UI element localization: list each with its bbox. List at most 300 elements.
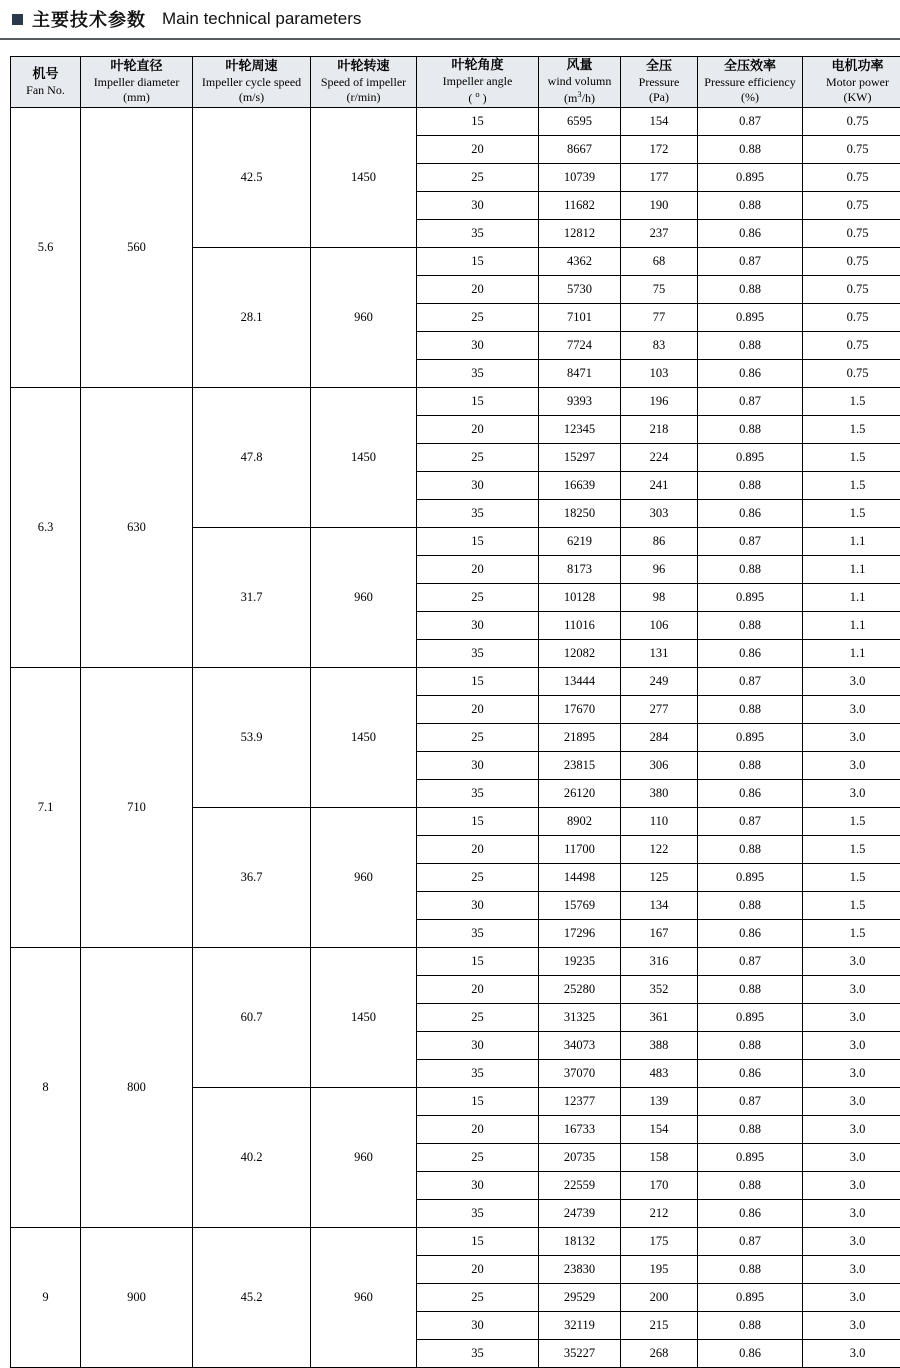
cell-wind-volume: 12812 [539, 220, 621, 248]
column-header-en: Pressure efficiency [700, 75, 800, 90]
cell-wind-volume: 8667 [539, 136, 621, 164]
cell-wind-volume: 6219 [539, 528, 621, 556]
cell-efficiency: 0.88 [698, 556, 803, 584]
cell-motor-power: 1.1 [803, 584, 900, 612]
table-row [11, 668, 900, 696]
cell-efficiency: 0.86 [698, 1200, 803, 1228]
cell-wind-volume: 16733 [539, 1116, 621, 1144]
cell-pressure: 167 [621, 920, 698, 948]
cell-motor-power: 3.0 [803, 1060, 900, 1088]
cell-motor-power: 1.5 [803, 892, 900, 920]
cell-efficiency: 0.86 [698, 640, 803, 668]
cell-efficiency: 0.87 [698, 1228, 803, 1256]
cell-wind-volume: 19235 [539, 948, 621, 976]
cell-angle: 15 [417, 1228, 539, 1256]
cell-pressure: 86 [621, 528, 698, 556]
cell-efficiency: 0.88 [698, 332, 803, 360]
cell-pressure: 154 [621, 108, 698, 136]
table-row [11, 948, 900, 976]
cell-pressure: 77 [621, 304, 698, 332]
column-header-en: Speed of impeller [313, 75, 414, 90]
cell-angle: 15 [417, 1088, 539, 1116]
cell-pressure: 96 [621, 556, 698, 584]
cell-angle: 25 [417, 164, 539, 192]
cell-angle: 20 [417, 416, 539, 444]
cell-wind-volume: 22559 [539, 1172, 621, 1200]
cell-angle: 15 [417, 388, 539, 416]
column-header-unit: (r/min) [313, 90, 414, 105]
cell-cycle-speed: 53.9 [193, 668, 311, 808]
column-header-en: Pressure [623, 75, 695, 90]
cell-pressure: 172 [621, 136, 698, 164]
cell-wind-volume: 10128 [539, 584, 621, 612]
cell-angle: 25 [417, 724, 539, 752]
cell-angle: 25 [417, 444, 539, 472]
cell-motor-power: 3.0 [803, 1144, 900, 1172]
cell-efficiency: 0.895 [698, 584, 803, 612]
cell-angle: 20 [417, 696, 539, 724]
cell-fan-no: 7.1 [11, 668, 81, 948]
cell-wind-volume: 17670 [539, 696, 621, 724]
cell-angle: 25 [417, 1144, 539, 1172]
cell-efficiency: 0.895 [698, 1004, 803, 1032]
cell-wind-volume: 23815 [539, 752, 621, 780]
cell-motor-power: 1.5 [803, 864, 900, 892]
cell-efficiency: 0.87 [698, 1088, 803, 1116]
column-header-4 [417, 57, 539, 108]
column-header-unit: ( $^o$ ) [419, 89, 536, 106]
cell-impeller-speed: 960 [311, 1088, 417, 1228]
cell-efficiency: 0.87 [698, 528, 803, 556]
cell-wind-volume: 16639 [539, 472, 621, 500]
cell-pressure: 175 [621, 1228, 698, 1256]
cell-cycle-speed: 40.2 [193, 1088, 311, 1228]
cell-wind-volume: 13444 [539, 668, 621, 696]
cell-efficiency: 0.88 [698, 892, 803, 920]
cell-wind-volume: 18132 [539, 1228, 621, 1256]
cell-motor-power: 1.5 [803, 808, 900, 836]
cell-motor-power: 0.75 [803, 276, 900, 304]
cell-angle: 15 [417, 528, 539, 556]
cell-motor-power: 3.0 [803, 1004, 900, 1032]
cell-motor-power: 3.0 [803, 752, 900, 780]
cell-wind-volume: 12082 [539, 640, 621, 668]
cell-fan-no: 5.6 [11, 108, 81, 388]
cell-impeller-diameter: 560 [81, 108, 193, 388]
cell-impeller-speed: 960 [311, 808, 417, 948]
cell-wind-volume: 17296 [539, 920, 621, 948]
cell-efficiency: 0.87 [698, 388, 803, 416]
cell-angle: 25 [417, 304, 539, 332]
cell-wind-volume: 14498 [539, 864, 621, 892]
cell-wind-volume: 11682 [539, 192, 621, 220]
cell-motor-power: 3.0 [803, 1172, 900, 1200]
cell-motor-power: 1.5 [803, 920, 900, 948]
column-header-unit: (KW) [805, 90, 900, 105]
cell-pressure: 134 [621, 892, 698, 920]
cell-efficiency: 0.88 [698, 1256, 803, 1284]
cell-efficiency: 0.88 [698, 416, 803, 444]
cell-impeller-speed: 1450 [311, 388, 417, 528]
cell-pressure: 218 [621, 416, 698, 444]
cell-impeller-speed: 1450 [311, 108, 417, 248]
cell-angle: 20 [417, 1116, 539, 1144]
cell-pressure: 177 [621, 164, 698, 192]
cell-angle: 30 [417, 752, 539, 780]
cell-motor-power: 0.75 [803, 304, 900, 332]
cell-pressure: 196 [621, 388, 698, 416]
cell-impeller-speed: 960 [311, 1228, 417, 1368]
cell-angle: 35 [417, 920, 539, 948]
cell-wind-volume: 25280 [539, 976, 621, 1004]
cell-pressure: 83 [621, 332, 698, 360]
cell-motor-power: 1.5 [803, 388, 900, 416]
cell-angle: 25 [417, 1004, 539, 1032]
column-header-cn: 风量 [541, 58, 618, 74]
cell-efficiency: 0.88 [698, 612, 803, 640]
cell-motor-power: 0.75 [803, 164, 900, 192]
cell-motor-power: 1.5 [803, 836, 900, 864]
cell-wind-volume: 5730 [539, 276, 621, 304]
cell-efficiency: 0.86 [698, 920, 803, 948]
cell-wind-volume: 35227 [539, 1340, 621, 1368]
cell-motor-power: 0.75 [803, 220, 900, 248]
column-header-unit: (m/s) [195, 90, 308, 105]
cell-angle: 35 [417, 220, 539, 248]
cell-motor-power: 0.75 [803, 332, 900, 360]
cell-pressure: 98 [621, 584, 698, 612]
cell-fan-no: 9 [11, 1228, 81, 1368]
cell-angle: 15 [417, 108, 539, 136]
cell-angle: 15 [417, 948, 539, 976]
cell-pressure: 352 [621, 976, 698, 1004]
cell-motor-power: 3.0 [803, 668, 900, 696]
cell-efficiency: 0.895 [698, 164, 803, 192]
cell-angle: 35 [417, 1060, 539, 1088]
cell-motor-power: 3.0 [803, 1088, 900, 1116]
cell-motor-power: 3.0 [803, 724, 900, 752]
cell-pressure: 388 [621, 1032, 698, 1060]
cell-angle: 30 [417, 1172, 539, 1200]
cell-efficiency: 0.87 [698, 668, 803, 696]
cell-efficiency: 0.88 [698, 1172, 803, 1200]
table-container [0, 40, 900, 1368]
cell-motor-power: 3.0 [803, 1284, 900, 1312]
cell-pressure: 212 [621, 1200, 698, 1228]
cell-efficiency: 0.87 [698, 948, 803, 976]
column-header-cn: 全压效率 [700, 59, 800, 75]
cell-efficiency: 0.87 [698, 248, 803, 276]
cell-pressure: 483 [621, 1060, 698, 1088]
cell-cycle-speed: 42.5 [193, 108, 311, 248]
cell-angle: 15 [417, 668, 539, 696]
cell-motor-power: 3.0 [803, 948, 900, 976]
cell-efficiency: 0.88 [698, 1312, 803, 1340]
cell-efficiency: 0.88 [698, 752, 803, 780]
column-header-en: Impeller cycle speed [195, 75, 308, 90]
cell-motor-power: 3.0 [803, 976, 900, 1004]
square-bullet-icon [12, 14, 23, 25]
column-header-unit: (mm) [83, 90, 190, 105]
cell-motor-power: 1.1 [803, 612, 900, 640]
cell-efficiency: 0.895 [698, 1284, 803, 1312]
cell-motor-power: 3.0 [803, 1312, 900, 1340]
cell-pressure: 241 [621, 472, 698, 500]
table-row [11, 1228, 900, 1256]
cell-efficiency: 0.88 [698, 276, 803, 304]
cell-angle: 30 [417, 192, 539, 220]
cell-wind-volume: 29529 [539, 1284, 621, 1312]
cell-motor-power: 3.0 [803, 1256, 900, 1284]
cell-angle: 20 [417, 276, 539, 304]
cell-motor-power: 1.5 [803, 500, 900, 528]
document-header [0, 0, 900, 40]
cell-angle: 25 [417, 1284, 539, 1312]
cell-impeller-diameter: 800 [81, 948, 193, 1228]
cell-angle: 35 [417, 500, 539, 528]
cell-pressure: 158 [621, 1144, 698, 1172]
cell-efficiency: 0.88 [698, 976, 803, 1004]
cell-angle: 35 [417, 1340, 539, 1368]
cell-cycle-speed: 31.7 [193, 528, 311, 668]
cell-motor-power: 1.5 [803, 416, 900, 444]
page-title-english: Main technical parameters [162, 9, 361, 29]
cell-angle: 30 [417, 1032, 539, 1060]
cell-efficiency: 0.86 [698, 1340, 803, 1368]
cell-fan-no: 6.3 [11, 388, 81, 668]
column-header-en: Fan No. [13, 83, 78, 98]
column-header-cn: 全压 [623, 59, 695, 75]
cell-pressure: 380 [621, 780, 698, 808]
cell-wind-volume: 11016 [539, 612, 621, 640]
cell-angle: 20 [417, 136, 539, 164]
cell-pressure: 249 [621, 668, 698, 696]
cell-impeller-speed: 960 [311, 528, 417, 668]
column-header-en: Motor power [805, 75, 900, 90]
cell-motor-power: 3.0 [803, 1032, 900, 1060]
cell-motor-power: 0.75 [803, 192, 900, 220]
cell-efficiency: 0.895 [698, 444, 803, 472]
cell-pressure: 215 [621, 1312, 698, 1340]
cell-pressure: 131 [621, 640, 698, 668]
cell-motor-power: 3.0 [803, 780, 900, 808]
column-header-cn: 叶轮转速 [313, 59, 414, 75]
table-body [11, 108, 900, 1368]
cell-wind-volume: 6595 [539, 108, 621, 136]
cell-impeller-diameter: 630 [81, 388, 193, 668]
cell-motor-power: 1.1 [803, 640, 900, 668]
cell-wind-volume: 21895 [539, 724, 621, 752]
column-header-en: Impeller diameter [83, 75, 190, 90]
cell-efficiency: 0.895 [698, 864, 803, 892]
column-header-cn: 叶轮直径 [83, 59, 190, 75]
cell-angle: 35 [417, 360, 539, 388]
cell-angle: 30 [417, 332, 539, 360]
cell-pressure: 125 [621, 864, 698, 892]
cell-efficiency: 0.88 [698, 696, 803, 724]
cell-pressure: 316 [621, 948, 698, 976]
cell-wind-volume: 34073 [539, 1032, 621, 1060]
cell-fan-no: 8 [11, 948, 81, 1228]
cell-efficiency: 0.88 [698, 1032, 803, 1060]
cell-wind-volume: 24739 [539, 1200, 621, 1228]
cell-angle: 30 [417, 892, 539, 920]
cell-angle: 15 [417, 248, 539, 276]
cell-angle: 25 [417, 864, 539, 892]
cell-cycle-speed: 36.7 [193, 808, 311, 948]
cell-wind-volume: 9393 [539, 388, 621, 416]
cell-wind-volume: 15297 [539, 444, 621, 472]
column-header-cn: 机号 [13, 67, 78, 83]
cell-impeller-diameter: 900 [81, 1228, 193, 1368]
column-header-2 [193, 57, 311, 108]
cell-pressure: 195 [621, 1256, 698, 1284]
cell-motor-power: 3.0 [803, 1200, 900, 1228]
cell-wind-volume: 20735 [539, 1144, 621, 1172]
cell-pressure: 110 [621, 808, 698, 836]
cell-pressure: 103 [621, 360, 698, 388]
cell-angle: 20 [417, 556, 539, 584]
cell-efficiency: 0.87 [698, 808, 803, 836]
cell-cycle-speed: 47.8 [193, 388, 311, 528]
cell-efficiency: 0.88 [698, 836, 803, 864]
cell-pressure: 200 [621, 1284, 698, 1312]
column-header-unit: $(m^3/h)$ [541, 89, 618, 106]
cell-wind-volume: 32119 [539, 1312, 621, 1340]
cell-angle: 35 [417, 1200, 539, 1228]
cell-impeller-speed: 1450 [311, 948, 417, 1088]
cell-angle: 30 [417, 612, 539, 640]
cell-efficiency: 0.895 [698, 724, 803, 752]
cell-efficiency: 0.895 [698, 1144, 803, 1172]
cell-efficiency: 0.88 [698, 1116, 803, 1144]
cell-cycle-speed: 60.7 [193, 948, 311, 1088]
table-row [11, 108, 900, 136]
column-header-cn: 电机功率 [805, 59, 900, 75]
cell-efficiency: 0.86 [698, 220, 803, 248]
cell-wind-volume: 18250 [539, 500, 621, 528]
cell-impeller-speed: 960 [311, 248, 417, 388]
cell-motor-power: 3.0 [803, 1228, 900, 1256]
cell-pressure: 75 [621, 276, 698, 304]
cell-motor-power: 1.5 [803, 444, 900, 472]
column-header-unit: (%) [700, 90, 800, 105]
column-header-6 [621, 57, 698, 108]
cell-efficiency: 0.88 [698, 192, 803, 220]
cell-wind-volume: 11700 [539, 836, 621, 864]
cell-angle: 30 [417, 472, 539, 500]
page-title-chinese: 主要技术参数 [32, 6, 146, 32]
cell-wind-volume: 8471 [539, 360, 621, 388]
column-header-5 [539, 57, 621, 108]
column-header-unit: (Pa) [623, 90, 695, 105]
cell-pressure: 190 [621, 192, 698, 220]
cell-pressure: 268 [621, 1340, 698, 1368]
cell-angle: 35 [417, 780, 539, 808]
technical-parameters-table [10, 56, 900, 1368]
cell-efficiency: 0.87 [698, 108, 803, 136]
cell-pressure: 224 [621, 444, 698, 472]
cell-motor-power: 3.0 [803, 696, 900, 724]
cell-wind-volume: 7101 [539, 304, 621, 332]
cell-angle: 25 [417, 584, 539, 612]
cell-motor-power: 1.5 [803, 472, 900, 500]
cell-efficiency: 0.88 [698, 136, 803, 164]
column-header-cn: 叶轮周速 [195, 59, 308, 75]
column-header-en: Impeller angle [419, 74, 536, 89]
cell-angle: 20 [417, 1256, 539, 1284]
cell-pressure: 139 [621, 1088, 698, 1116]
cell-wind-volume: 4362 [539, 248, 621, 276]
cell-motor-power: 3.0 [803, 1116, 900, 1144]
cell-pressure: 154 [621, 1116, 698, 1144]
cell-wind-volume: 8902 [539, 808, 621, 836]
cell-pressure: 303 [621, 500, 698, 528]
cell-angle: 20 [417, 976, 539, 1004]
table-header [11, 57, 900, 108]
cell-wind-volume: 10739 [539, 164, 621, 192]
cell-angle: 30 [417, 1312, 539, 1340]
cell-wind-volume: 8173 [539, 556, 621, 584]
cell-pressure: 306 [621, 752, 698, 780]
column-header-1 [81, 57, 193, 108]
cell-motor-power: 0.75 [803, 136, 900, 164]
cell-angle: 35 [417, 640, 539, 668]
cell-motor-power: 1.1 [803, 528, 900, 556]
cell-pressure: 361 [621, 1004, 698, 1032]
cell-angle: 15 [417, 808, 539, 836]
cell-efficiency: 0.86 [698, 1060, 803, 1088]
cell-pressure: 237 [621, 220, 698, 248]
column-header-3 [311, 57, 417, 108]
cell-efficiency: 0.895 [698, 304, 803, 332]
cell-wind-volume: 12377 [539, 1088, 621, 1116]
cell-wind-volume: 26120 [539, 780, 621, 808]
cell-pressure: 277 [621, 696, 698, 724]
cell-cycle-speed: 28.1 [193, 248, 311, 388]
column-header-0 [11, 57, 81, 108]
cell-wind-volume: 15769 [539, 892, 621, 920]
cell-efficiency: 0.86 [698, 500, 803, 528]
cell-wind-volume: 12345 [539, 416, 621, 444]
cell-efficiency: 0.86 [698, 360, 803, 388]
cell-pressure: 284 [621, 724, 698, 752]
cell-impeller-diameter: 710 [81, 668, 193, 948]
cell-efficiency: 0.88 [698, 472, 803, 500]
cell-efficiency: 0.86 [698, 780, 803, 808]
cell-impeller-speed: 1450 [311, 668, 417, 808]
cell-pressure: 68 [621, 248, 698, 276]
cell-angle: 20 [417, 836, 539, 864]
cell-wind-volume: 37070 [539, 1060, 621, 1088]
cell-wind-volume: 23830 [539, 1256, 621, 1284]
cell-cycle-speed: 45.2 [193, 1228, 311, 1368]
column-header-8 [803, 57, 900, 108]
cell-motor-power: 0.75 [803, 360, 900, 388]
cell-motor-power: 3.0 [803, 1340, 900, 1368]
header-row [11, 57, 900, 108]
cell-wind-volume: 31325 [539, 1004, 621, 1032]
column-header-7 [698, 57, 803, 108]
cell-motor-power: 0.75 [803, 108, 900, 136]
table-row [11, 388, 900, 416]
cell-motor-power: 0.75 [803, 248, 900, 276]
cell-motor-power: 1.1 [803, 556, 900, 584]
column-header-en: wind volumn [541, 74, 618, 89]
cell-wind-volume: 7724 [539, 332, 621, 360]
column-header-cn: 叶轮角度 [419, 58, 536, 74]
cell-pressure: 122 [621, 836, 698, 864]
